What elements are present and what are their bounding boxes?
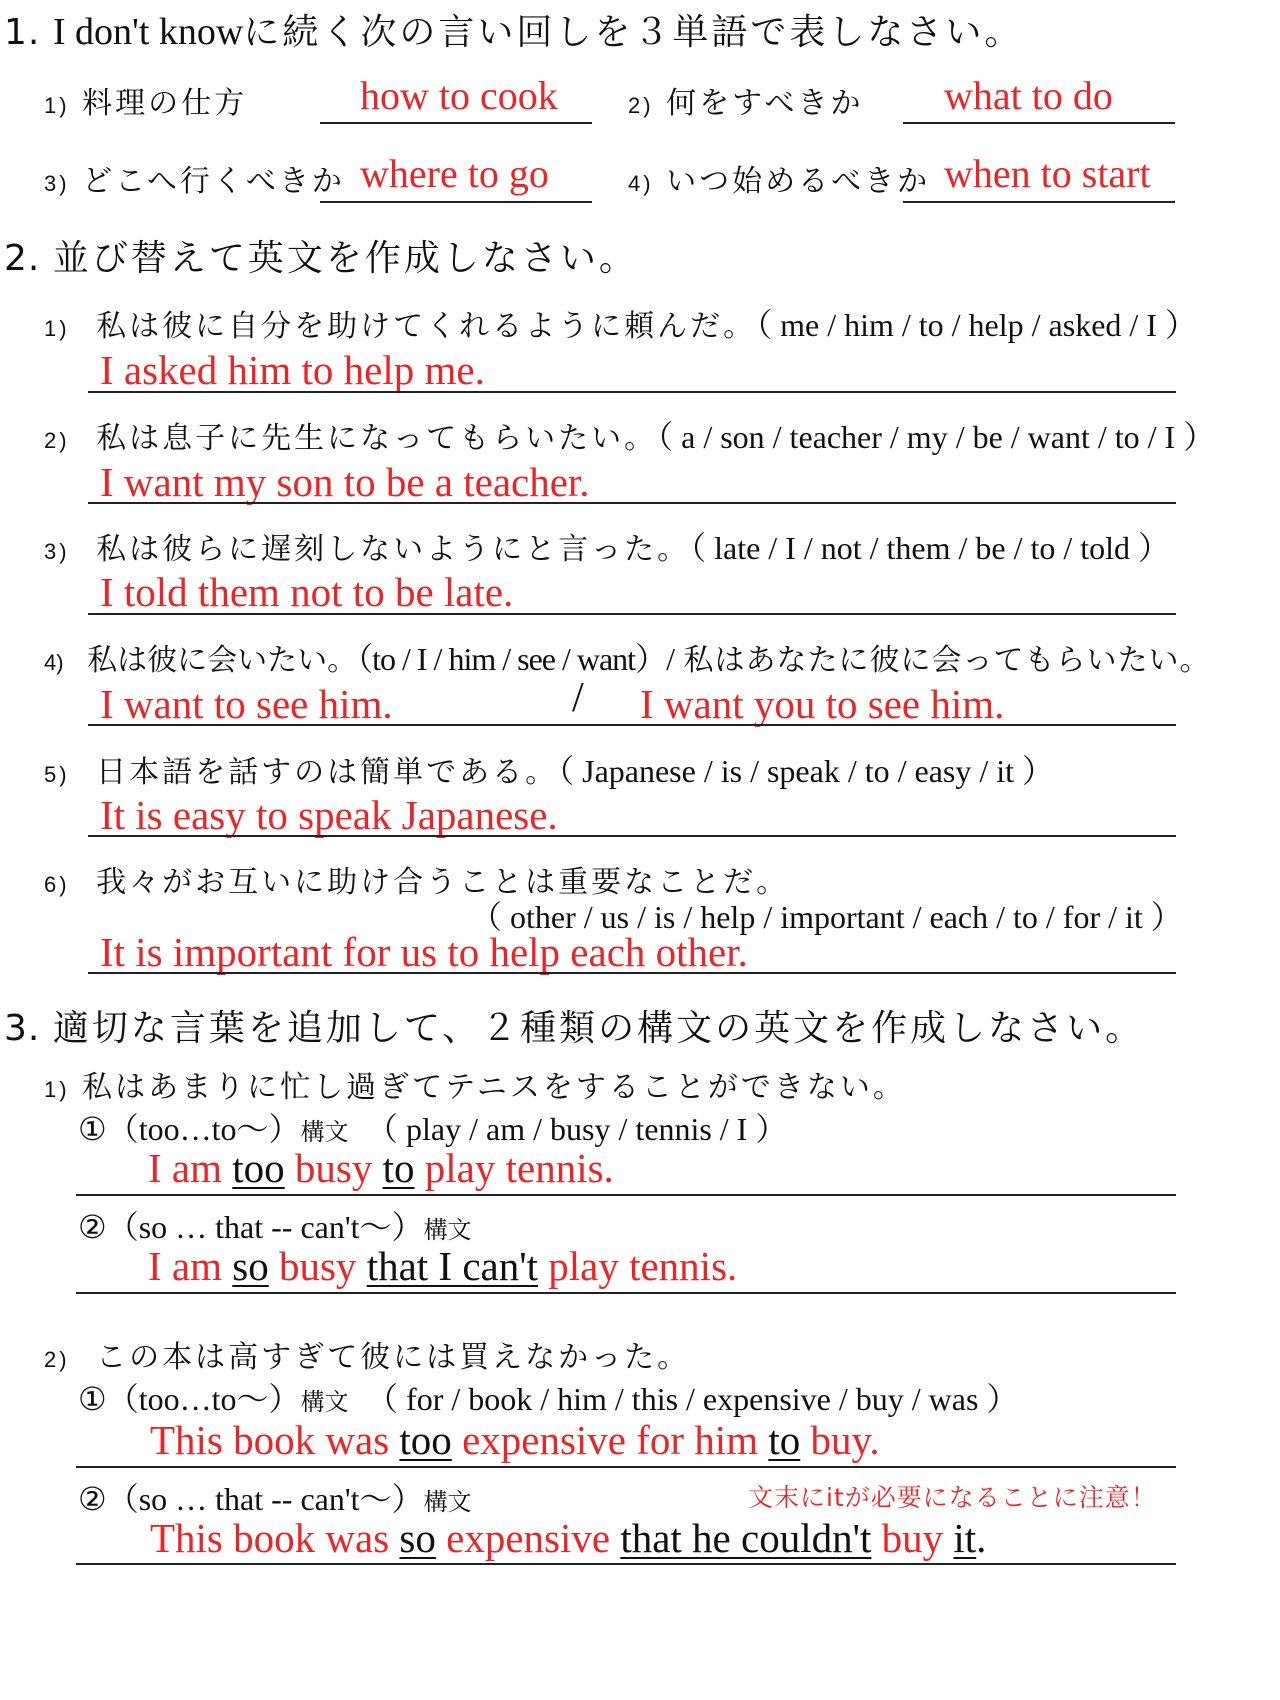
s2-q6-word-bank: （ other / us / is / help / important / each / to / for / it ） xyxy=(470,899,1183,935)
added-word: it xyxy=(953,1515,977,1561)
added-word: so xyxy=(232,1243,269,1289)
answer-part: . xyxy=(976,1515,987,1561)
construction-suffix: 構文 xyxy=(423,1488,472,1516)
s2-q4-answer-2: I want you to see him. xyxy=(640,681,1005,727)
section3-title: 適切な言葉を追加して、２種類の構文の英文を作成しなさい。 xyxy=(52,1008,1145,1049)
construction-suffix: 構文 xyxy=(423,1216,472,1244)
s2-q4-prompt xyxy=(44,634,1211,680)
s2-q5-answer: It is easy to speak Japanese. xyxy=(100,792,558,838)
question-text: 私は息子に先生になってもらいたい。 xyxy=(96,421,658,456)
answer-part: busy xyxy=(268,1243,367,1289)
s3-q2-prompt xyxy=(44,1332,690,1376)
question-text-2: 私はあなたに彼に会ってもらいたい。 xyxy=(683,643,1211,678)
answer-line xyxy=(903,122,1175,124)
question-number: 1) xyxy=(44,1077,70,1102)
construction-suffix: 構文 xyxy=(300,1388,349,1416)
question-text: 何をすべきか xyxy=(666,86,864,121)
construction-label: ②（so … that -- can't～） xyxy=(78,1209,424,1245)
question-text: 我々がお互いに助け合うことは重要なことだ。 xyxy=(96,865,790,900)
added-word: to xyxy=(382,1145,415,1191)
added-word: too xyxy=(232,1145,285,1191)
section1-heading xyxy=(4,4,1023,55)
added-word: so xyxy=(399,1515,436,1561)
section3-number: 3. xyxy=(4,1008,41,1049)
question-text: 私は彼に会いたい。 xyxy=(87,643,358,678)
answer-separator: / xyxy=(572,675,584,721)
s3-q2-b-answer xyxy=(150,1514,986,1562)
added-word: too xyxy=(399,1417,452,1463)
answer-line xyxy=(88,391,1176,393)
s2-q5-prompt xyxy=(44,746,1054,792)
s3-q2-a-label xyxy=(78,1374,1018,1420)
section2-number: 2. xyxy=(4,238,41,279)
answer-line xyxy=(76,1563,1176,1565)
answer-part: buy. xyxy=(800,1417,880,1463)
s3-q1-a-answer xyxy=(148,1144,614,1192)
word-bank: （ me / him / to / help / asked / I ） xyxy=(756,307,1197,343)
answer-part: busy xyxy=(284,1145,383,1191)
question-text: 私は彼らに遅刻しないようにと言った。 xyxy=(96,532,691,567)
section3-heading xyxy=(4,1000,1144,1051)
question-text: 私は彼に自分を助けてくれるように頼んだ。 xyxy=(96,309,757,344)
question-number: 3) xyxy=(44,539,70,564)
construction-label: ②（so … that -- can't～） xyxy=(78,1481,424,1517)
section1-number: 1. xyxy=(4,12,41,53)
answer-part: expensive xyxy=(435,1515,621,1561)
s2-q3-answer: I told them not to be late. xyxy=(100,569,514,615)
construction-label: ①（too…to～） xyxy=(78,1111,301,1147)
question-number: 4) xyxy=(628,171,654,196)
s2-q2-prompt xyxy=(44,412,1215,458)
answer-part: This book was xyxy=(150,1515,400,1561)
question-number: 2) xyxy=(44,1347,70,1372)
question-text: 日本語を話すのは簡単である。 xyxy=(96,755,559,790)
s1-q2-answer: what to do xyxy=(944,73,1113,118)
answer-line xyxy=(88,613,1176,615)
answer-line xyxy=(88,724,1176,726)
question-number: 6) xyxy=(44,872,70,897)
answer-line xyxy=(903,201,1175,203)
answer-part: expensive for him xyxy=(451,1417,769,1463)
answer-part: play tennis. xyxy=(538,1243,738,1289)
word-bank: （ Japanese / is / speak / to / easy / it ） xyxy=(558,753,1055,789)
s1-q4-prompt xyxy=(628,156,930,200)
section1-title-en: I don't know xyxy=(52,11,244,53)
s2-q1-answer: I asked him to help me. xyxy=(100,347,485,393)
s1-q3-prompt xyxy=(44,156,345,200)
construction-label: ①（too…to～） xyxy=(78,1381,301,1417)
answer-line xyxy=(88,972,1176,974)
word-bank: （ late / I / not / them / be / to / told ） xyxy=(690,530,1171,566)
s1-q1-answer: how to cook xyxy=(360,73,558,118)
question-number: 1) xyxy=(44,93,70,118)
question-text: この本は高すぎて彼には買えなかった。 xyxy=(96,1340,691,1375)
answer-part: I am xyxy=(148,1243,233,1289)
s1-q2-prompt xyxy=(628,78,864,122)
answer-part: buy xyxy=(871,1515,954,1561)
construction-suffix: 構文 xyxy=(300,1118,349,1146)
s2-q2-answer: I want my son to be a teacher. xyxy=(100,459,590,505)
question-text: 料理の仕方 xyxy=(82,86,248,121)
s2-q4-answer-1: I want to see him. xyxy=(100,681,393,727)
answer-line xyxy=(320,122,592,124)
word-bank: （ play / am / busy / tennis / I ） xyxy=(366,1111,788,1147)
added-word: to xyxy=(768,1417,801,1463)
s3-q1-b-answer xyxy=(148,1242,737,1290)
added-word: that I can't xyxy=(366,1243,538,1289)
question-text: どこへ行くべきか xyxy=(82,164,345,199)
section2-title: 並び替えて英文を作成しなさい。 xyxy=(52,238,638,279)
section1-title-jp: に続く次の言い回しを３単語で表しなさい。 xyxy=(243,12,1024,53)
s1-q1-prompt xyxy=(44,78,247,122)
s2-q3-prompt xyxy=(44,523,1170,569)
s3-q2-a-answer xyxy=(150,1416,880,1464)
answer-line xyxy=(76,1292,1176,1294)
answer-line xyxy=(76,1466,1176,1468)
question-text: 私はあまりに忙し過ぎてテニスをすることができない。 xyxy=(82,1070,906,1105)
question-number: 3) xyxy=(44,171,70,196)
section2-heading xyxy=(4,230,638,281)
answer-line xyxy=(320,201,592,203)
question-number: 2) xyxy=(628,93,654,118)
answer-part: I am xyxy=(148,1145,233,1191)
s2-q1-prompt xyxy=(44,300,1197,346)
answer-part: play tennis. xyxy=(414,1145,614,1191)
answer-line xyxy=(88,502,1176,504)
s1-q4-answer: when to start xyxy=(944,151,1151,196)
added-word: that he couldn't xyxy=(620,1515,872,1561)
word-bank: （to / I / him / see / want）/ xyxy=(357,641,674,677)
question-number: 4) xyxy=(44,650,64,675)
answer-part: This book was xyxy=(150,1417,400,1463)
question-number: 5) xyxy=(44,762,70,787)
s3-q1-prompt xyxy=(44,1062,906,1106)
s2-q6-answer: It is important for us to help each other. xyxy=(100,929,748,975)
word-bank: （ a / son / teacher / my / be / want / to / I ） xyxy=(657,419,1216,455)
answer-line xyxy=(88,835,1176,837)
word-bank: （ for / book / him / this / expensive / buy / was ） xyxy=(366,1381,1019,1417)
caution-note: 文末にitが必要になることに注意！ xyxy=(748,1483,1157,1512)
question-number: 2) xyxy=(44,428,70,453)
s1-q3-answer: where to go xyxy=(360,151,549,196)
answer-line xyxy=(76,1194,1176,1196)
question-text: いつ始めるべきか xyxy=(666,164,931,199)
question-number: 1) xyxy=(44,316,70,341)
